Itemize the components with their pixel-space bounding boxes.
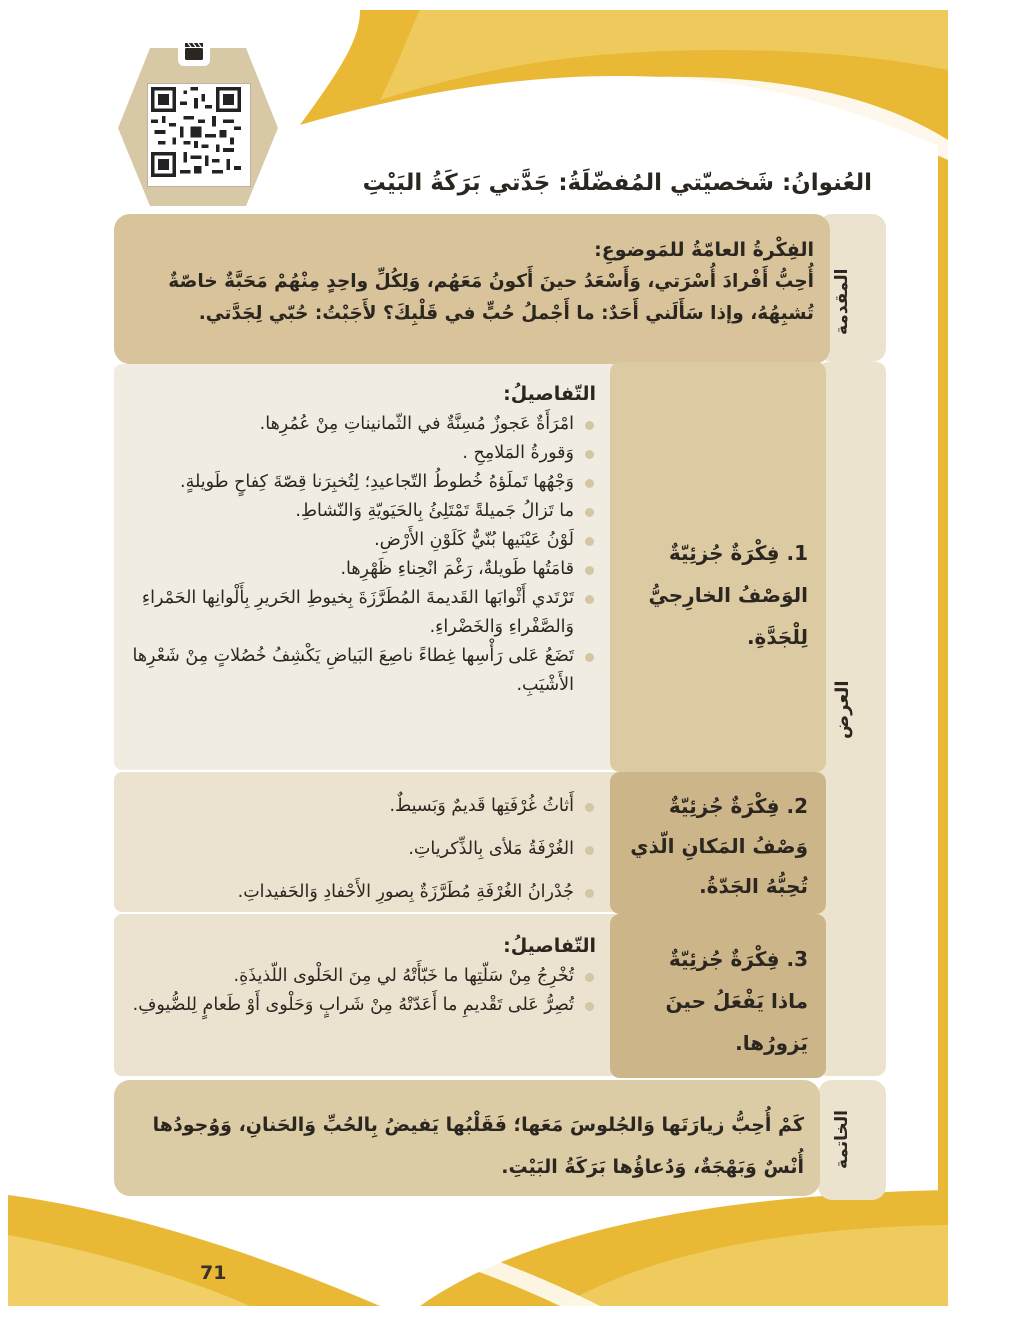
intro-block — [130, 234, 814, 330]
list-item: تَرْتَدي أَثْوابَها القَديمةَ المُطَرَّزَةَ بِخيوطِ الحَريرِ بِأَلْوانِها الحَمْراءِ وَالصَّفْراءِ وَالخَضْراءِ. — [130, 584, 596, 642]
intro-text: أُحِبُّ أَفْرادَ أُسْرَتي، وَأَسْعَدُ حينَ أَكونُ مَعَهُم، وَلِكُلِّ واحِدٍ مِنْهُمْ مَحَبَّةٌ خاصّةٌ تُشبِهُهُ، وإذا سَأَلَني أَحَدٌ: ما أَجْملُ حُبٍّ في قَلْبِكَ؟ لأَجَبْتُ: حُبّي لِجَدَّتي. — [168, 271, 814, 324]
list-item: الغُرْفَةُ مَلأى بِالذِّكرياتِ. — [130, 835, 596, 864]
section3-idea-line1: 3. فِكْرَةٌ جُزئِيّةٌ — [668, 947, 808, 971]
video-clapper-icon[interactable] — [178, 38, 210, 66]
section3-idea-line3: يَزورُها. — [735, 1031, 808, 1055]
side-label-body: العرض — [832, 680, 853, 740]
section3-idea — [624, 938, 808, 1064]
conclusion-text: كَمْ أُحِبُّ زيارَتَها وَالجُلوسَ مَعَها؛ فَقَلْبُها يَفيضُ بِالحُبِّ وَالحَنانِ، وَوُجودُها أُنْسٌ وَبَهْجَةٌ، وَدُعاؤُها بَرَكَةُ البَيْتِ. — [152, 1114, 804, 1178]
gold-edge — [938, 10, 948, 1300]
section2-idea-line3: تُحِبُّهُ الجَدّةُ. — [699, 874, 808, 898]
side-label-conclusion: الخاتمة — [832, 1110, 852, 1170]
list-item: قامَتُها طَويلةٌ، رَغْمَ انْحِناءِ ظَهْرِها. — [130, 555, 596, 584]
section1-details — [130, 378, 596, 700]
section1-idea-line2: الوَصْفُ الخارِجيُّ — [648, 583, 808, 607]
section1-idea-line3: لِلْجَدَّةِ. — [746, 625, 808, 649]
section3-heading: التّفاصيلُ: — [503, 935, 596, 957]
qr-code-icon[interactable] — [148, 84, 250, 186]
page-title: العُنوانُ: شَخصيّتي المُفضّلَةُ: جَدَّتي بَرَكَةُ البَيْتِ — [362, 170, 872, 196]
conclusion-block — [134, 1104, 804, 1188]
side-label-intro: المقدمة — [832, 268, 852, 336]
section1-idea-line1: 1. فِكْرَةٌ جُزئِيّةٌ — [668, 541, 808, 565]
list-item: أَثاثُ غُرْفَتِها قَديمٌ وَبَسيطٌ. — [130, 792, 596, 821]
list-item: تُصِرُّ عَلى تَقْديمِ ما أَعَدّتْهُ مِنْ شَرابٍ وَحَلْوى أَوْ طَعامٍ لِلضُّيوفِ. — [130, 991, 596, 1020]
list-item: تَضَعُ عَلى رَأْسِها غِطاءً ناصِعَ البَياضِ يَكْشِفُ خُصُلاتٍ مِنْ شَعْرِها الأَشْيَبِ. — [130, 642, 596, 700]
list-item: ما تَزالُ جَميلةً تَمْتَلِئُ بِالحَيَويّةِ وَالنّشاطِ. — [130, 497, 596, 526]
section2-idea-line2: وَصْفُ المَكانِ الّذي — [630, 834, 808, 858]
list-item: تُخْرِجُ مِنْ سَلّتِها ما خَبّأَتْهُ لي مِنَ الحَلْوى اللّذيذَةِ. — [130, 962, 596, 991]
list-item: لَوْنُ عَيْنَيها بُنّيٌّ كَلَوْنِ الأَرْضِ. — [130, 526, 596, 555]
section1-heading: التّفاصيلُ: — [503, 383, 596, 405]
section1-idea — [624, 532, 808, 658]
section2-idea — [624, 786, 808, 906]
list-item: وَقورةُ المَلامِحِ . — [130, 439, 596, 468]
list-item: جُدْرانُ الغُرْفَةِ مُطَرَّزَةٌ بِصورِ الأَحْفادِ وَالحَفيداتِ. — [130, 878, 596, 907]
section3-idea-line2: ماذا يَفْعَلُ حينَ — [665, 989, 808, 1013]
section3-details — [130, 930, 596, 1020]
list-item: امْرَأَةٌ عَجوزٌ مُسِنَّةٌ في الثّمانيناتِ مِنْ عُمُرِها. — [130, 410, 596, 439]
intro-heading: الفِكْرةُ العامّةُ للمَوضوعِ: — [594, 239, 814, 261]
list-item: وَجْهُها تَملَؤهُ خُطوطُ التّجاعيدِ؛ لِتُخبِرَنا قِصّةَ كِفاحٍ طَويلةٍ. — [130, 468, 596, 497]
page-number: 71 — [200, 1262, 227, 1284]
section2-idea-line1: 2. فِكْرَةٌ جُزئِيّةٌ — [668, 794, 808, 818]
section2-details — [130, 792, 596, 907]
